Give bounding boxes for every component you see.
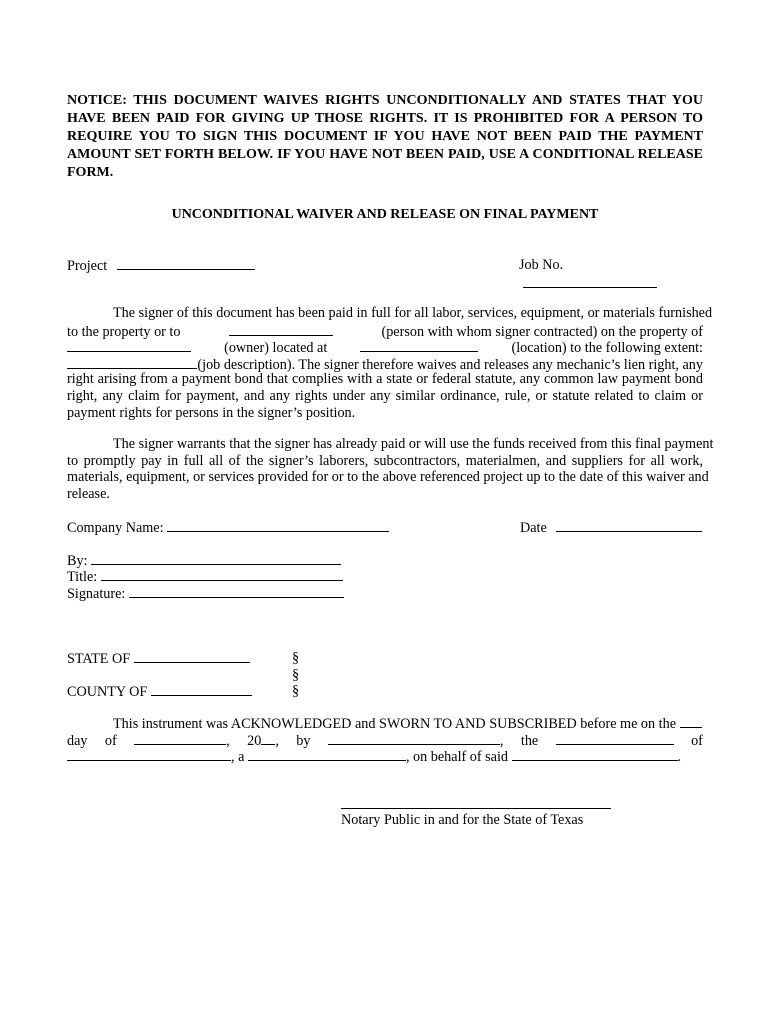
p2-line-a: The signer warrants that the signer has already paid or will use the funds received from this final payment xyxy=(113,436,714,452)
p1-line-b: to the property or to (person with whom signer contracted) on the property of xyxy=(67,323,703,340)
ack-by-field[interactable] xyxy=(328,731,500,745)
warranty-paragraph xyxy=(67,436,714,502)
p1-line-c: (owner) located at (location) to the following extent: xyxy=(67,338,703,355)
p1-line-g: payment rights for persons in the signer’s position. xyxy=(67,404,356,421)
ack-behalf-field[interactable] xyxy=(512,747,678,761)
date-field[interactable] xyxy=(556,518,702,532)
document-page xyxy=(67,0,714,1024)
company-row xyxy=(67,518,703,536)
notary-signature-line[interactable] xyxy=(341,808,611,809)
job-no-label: Job No. xyxy=(519,257,564,273)
by-field[interactable] xyxy=(91,551,341,565)
section-symbol: § xyxy=(292,666,300,683)
date-label: Date xyxy=(520,520,547,536)
section-symbol: § xyxy=(292,683,300,699)
project-field[interactable] xyxy=(117,256,255,270)
county-label: COUNTY OF xyxy=(67,684,148,700)
property-owner-field[interactable] xyxy=(67,338,191,352)
p1-line-f: right, any claim for payment, and any rights under any similar ordinance, rule, or statute related to claim or xyxy=(67,387,703,404)
payment-paragraph xyxy=(67,305,713,421)
company-name-field[interactable] xyxy=(167,518,389,532)
ack-line-2: day of , 20 , by , the of xyxy=(67,732,703,749)
ack-month-field[interactable] xyxy=(134,731,226,745)
section-symbol: § xyxy=(292,650,300,666)
p1-line-a: The signer of this document has been paid in full for all labor, services, equipment, or materials furnished xyxy=(113,305,713,321)
p2-line-d: release. xyxy=(67,485,110,502)
section-symbols xyxy=(292,650,299,700)
notice-text: NOTICE: THIS DOCUMENT WAIVES RIGHTS UNCONDITIONALLY AND STATES THAT YOU HAVE BEEN PAID FOR GIVING UP THOSE RIGHTS. IT IS PROHIBITED FOR A PERSON TO REQUIRE YOU TO SIGN THIS DOCUMENT IF YOU HAVE NOT BEEN PAID THE PAYMENT AMOUNT SET FORTH BELOW. IF YOU HAVE NOT BEEN PAID, USE A CONDITIONAL RELEASE FORM. xyxy=(67,93,703,180)
ack-the-field[interactable] xyxy=(556,731,674,745)
ack-day-field[interactable] xyxy=(680,714,702,728)
state-label: STATE OF xyxy=(67,651,131,667)
document-title: UNCONDITIONAL WAIVER AND RELEASE ON FINAL PAYMENT xyxy=(171,207,599,222)
p2-line-b: to promptly pay in full all of the signer’s laborers, subcontractors, materialmen, and suppliers for all work, xyxy=(67,452,703,469)
state-field[interactable] xyxy=(134,649,250,663)
title-field[interactable] xyxy=(101,567,343,581)
company-name-label: Company Name: xyxy=(67,520,164,536)
ack-line-3: , a , on behalf of said . xyxy=(67,747,703,764)
p1-line-d: (job description). The signer therefore waives and releases any mechanic’s lien right, any xyxy=(67,355,703,372)
ack-entity-field[interactable] xyxy=(67,747,231,761)
location-field[interactable] xyxy=(360,338,478,352)
county-row xyxy=(67,682,703,700)
state-row xyxy=(67,649,703,667)
by-label: By: xyxy=(67,553,88,569)
ack-line-1: This instrument was ACKNOWLEDGED and SWORN TO AND SUBSCRIBED before me on the xyxy=(67,714,703,731)
signature-field[interactable] xyxy=(129,584,344,598)
project-row xyxy=(67,256,703,274)
title-row xyxy=(67,567,703,585)
contractor-field[interactable] xyxy=(229,322,333,336)
project-label: Project xyxy=(67,258,108,274)
p1-line-e: right arising from a payment bond that complies with a state or federal statute, any common law payment bond xyxy=(67,371,703,388)
job-description-field[interactable] xyxy=(67,355,197,369)
job-no-field[interactable] xyxy=(523,274,657,288)
notary-public-label: Notary Public in and for the State of Texas xyxy=(341,812,584,828)
signature-row xyxy=(67,584,703,602)
title-label: Title: xyxy=(67,569,98,585)
p2-line-c: materials, equipment, or services provided for or to the above referenced project up to the date of this waiver and xyxy=(67,469,709,486)
ack-year-field[interactable] xyxy=(261,731,275,745)
acknowledgment-paragraph xyxy=(67,714,703,764)
county-field[interactable] xyxy=(151,682,252,696)
ack-capacity-field[interactable] xyxy=(248,747,406,761)
signature-label: Signature: xyxy=(67,586,126,602)
